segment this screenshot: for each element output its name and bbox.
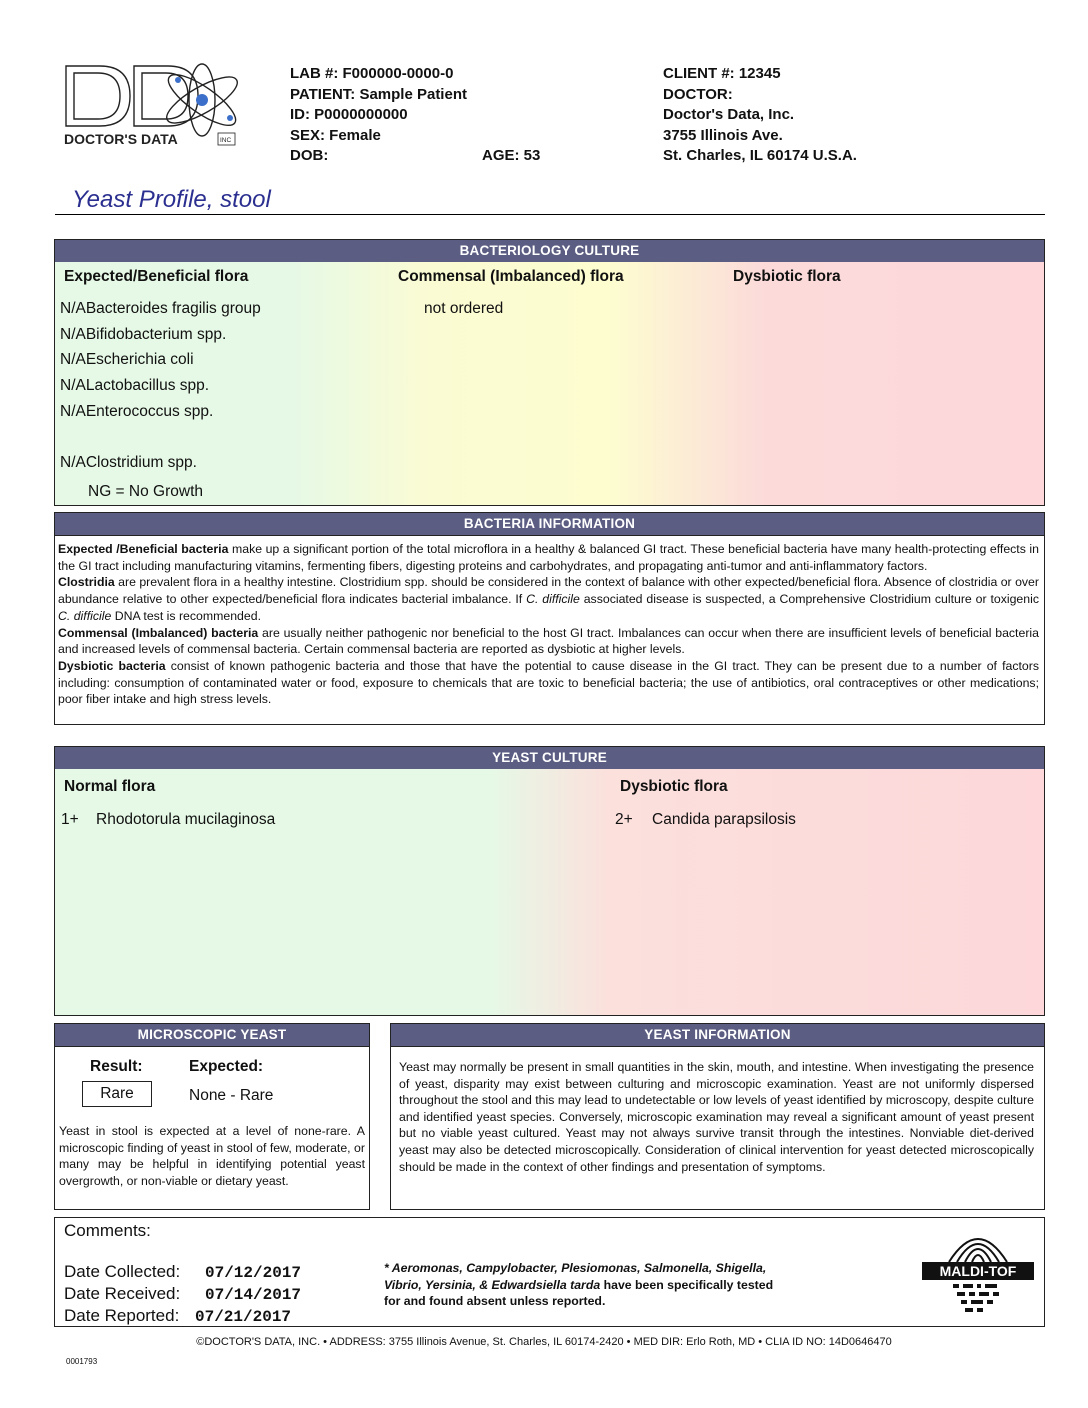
microscopic-yeast-section — [54, 1023, 370, 1210]
commensal-flora-heading: Commensal (Imbalanced) flora — [398, 268, 624, 285]
document-id: 0001793 — [66, 1357, 98, 1366]
expected-label: Expected: — [189, 1058, 264, 1075]
bacteriology-culture-section — [54, 239, 1045, 506]
microscopic-yeast-header: MICROSCOPIC YEAST — [55, 1024, 369, 1047]
expected-flora-item: N/AClostridium spp. — [60, 454, 197, 471]
dysbiotic-bacteria-desc: consist of known pathogenic bacteria and those that have the potential to cause disease in the GI tract. They can be present due to a number of factors including: consumption of contaminated water or food, exposure to chemicals that are toxic to beneficial bacteria; the use of antibiotics, oral contraceptives or other medications; poor fiber intake and high stress levels. — [58, 658, 1039, 707]
dysbiotic-bacteria-term: Dysbiotic bacteria — [58, 658, 166, 673]
pathogen-list: * Aeromonas, Campylobacter, Plesiomonas, Salmonella, Shigella, Vibrio, Yersinia, & Edwardsiella tarda — [384, 1261, 767, 1292]
patient-dob: DOB: — [290, 147, 329, 164]
pathogen-note — [384, 1260, 774, 1310]
normal-yeast-organism: Rhodotorula mucilaginosa — [96, 811, 276, 828]
date-received-value: 07/14/2017 — [205, 1286, 302, 1304]
dysbiotic-flora-heading: Dysbiotic flora — [733, 268, 841, 285]
normal-yeast-grade: 1+ — [61, 811, 79, 828]
expected-flora-item: N/ABacteroides fragilis group — [60, 300, 261, 317]
date-reported-value: 07/21/2017 — [195, 1308, 292, 1326]
clostridia-term: Clostridia — [58, 575, 115, 590]
pathogen-note-text: have been specifically tested for and found absent unless reported. — [384, 1277, 774, 1309]
normal-flora-heading: Normal flora — [64, 778, 156, 795]
result-value: Rare — [82, 1081, 152, 1107]
doctor-label: DOCTOR: — [663, 85, 733, 103]
date-collected-value: 07/12/2017 — [205, 1264, 302, 1282]
bacteriology-gradient — [55, 262, 1044, 505]
dysbiotic-yeast-grade: 2+ — [615, 811, 633, 828]
yeast-information-text: Yeast may normally be present in small quantities in the skin, mouth, and intestine. When investigating the presence of yeast, disparity may exist between culturing and microscopic examination. Yeast are not uniformly dispersed throughout the stool and this may lead to undetectable or low levels of yeast identified by microscopy, despite culture and identified yeast species. Conversely, microscopic examination may reveal a significant amount of yeast present but no viable yeast cultured. Yeast may not always survive transit through the intestines. Nonviable diet-derived yeast may also be detected microscopically. Consideration of clinical intervention for yeast detected microscopically should be made in the context of other findings and presentation of symptoms. — [399, 1060, 1034, 1174]
expected-flora-heading: Expected/Beneficial flora — [64, 268, 249, 285]
clostridia-desc-a: are prevalent flora in a healthy intestine. Clostridium spp. should be considered in the context of balance with other expected/beneficial flora. Absence of clostridia or over abundance relative to other expected/beneficial flora indicates bacterial imbalance. If — [58, 575, 1039, 607]
commensal-bacteria-desc: are usually neither pathogenic nor beneficial to the host GI tract. Imbalances can occur when there are insufficient levels of beneficial bacteria and increased levels of commensal bacteria. Certain commensal bacteria are reported as dysbiotic at higher levels. — [58, 625, 1039, 657]
expected-flora-item: N/ABifidobacterium spp. — [60, 326, 227, 343]
patient-id: ID: P0000000000 — [290, 106, 408, 123]
doctors-data-logo — [60, 58, 250, 156]
bacteria-information-section — [54, 512, 1045, 725]
doctor-name: Doctor's Data, Inc. — [663, 106, 795, 123]
result-label: Result: — [90, 1058, 143, 1075]
comments-label: Comments: — [64, 1221, 151, 1240]
footer: ©DOCTOR'S DATA, INC. • ADDRESS: 3755 Illinois Avenue, St. Charles, IL 60174-2420 • MED DIR: Erlo Roth, MD • CLIA ID NO: 14D0646470 — [196, 1336, 892, 1348]
report-title: Yeast Profile, stool — [72, 186, 271, 213]
expected-bacteria-desc: make up a significant portion of the total microflora in a healthy & balanced GI tract. These beneficial bacteria have many health-protecting effects in the GI tract including manufacturing vitamins, fermenting fibers, digesting proteins and carbohydrates, and propagating anti-tumor and anti-inflammatory factors. — [58, 542, 1039, 573]
address-line-2: St. Charles, IL 60174 U.S.A. — [663, 147, 857, 164]
c-difficile-term: C. difficile — [526, 592, 580, 607]
clostridia-desc-b: associated disease is suspected, a Comprehensive Clostridium culture or toxigenic — [579, 592, 1039, 607]
logo-inc: INC — [220, 137, 232, 144]
microscopic-yeast-text: Yeast in stool is expected at a level of none-rare. A microscopic finding of yeast in stool of few, moderate, or many may be helpful in identifying potential yeast overgrowth, or non-viable or dietary yeast. — [59, 1124, 365, 1188]
title-divider — [55, 214, 1045, 215]
patient-name: PATIENT: Sample Patient — [290, 85, 467, 103]
dysbiotic-yeast-heading: Dysbiotic flora — [620, 778, 728, 795]
expected-bacteria-term: Expected /Beneficial bacteria — [58, 542, 229, 556]
expected-flora-item: N/AEnterococcus spp. — [60, 403, 214, 420]
c-difficile-term-2: C. difficile — [58, 608, 112, 623]
bacteria-information-text — [58, 541, 1039, 708]
clostridia-desc-c: DNA test is recommended. — [111, 608, 261, 623]
bacteria-information-header: BACTERIA INFORMATION — [55, 513, 1044, 536]
growth-legend: NG = No Growth — [88, 483, 203, 500]
dysbiotic-yeast-organism: Candida parapsilosis — [652, 811, 796, 828]
date-received-label: Date Received: — [64, 1284, 181, 1303]
yeast-information-section — [390, 1023, 1045, 1210]
date-reported-label: Date Reported: — [64, 1306, 180, 1325]
logo-text: DOCTOR'S DATA — [64, 131, 178, 147]
patient-sex: SEX: Female — [290, 126, 381, 144]
expected-flora-item: N/ALactobacillus spp. — [60, 377, 210, 394]
fingerprint-icon — [919, 1222, 1037, 1322]
yeast-culture-section — [54, 746, 1045, 1016]
expected-flora-item: N/AEscherichia coli — [60, 351, 194, 368]
maldi-tof-badge — [919, 1222, 1037, 1322]
client-info — [663, 64, 857, 167]
address-line-1: 3755 Illinois Ave. — [663, 126, 783, 144]
maldi-tof-label: MALDI-TOF — [939, 1263, 1017, 1279]
date-collected-label: Date Collected: — [64, 1262, 181, 1281]
bacteriology-culture-header: BACTERIOLOGY CULTURE — [55, 240, 1044, 263]
yeast-gradient — [55, 769, 1044, 1015]
client-number: CLIENT #: 12345 — [663, 65, 781, 82]
lab-number: LAB #: F000000-0000-0 — [290, 65, 454, 82]
yeast-information-header: YEAST INFORMATION — [391, 1024, 1044, 1047]
patient-age: AGE: 53 — [482, 147, 541, 164]
yeast-culture-header: YEAST CULTURE — [55, 747, 1044, 770]
patient-info — [290, 64, 467, 167]
commensal-not-ordered: not ordered — [424, 300, 504, 317]
commensal-bacteria-term: Commensal (Imbalanced) bacteria — [58, 625, 259, 640]
expected-value: None - Rare — [189, 1087, 274, 1104]
